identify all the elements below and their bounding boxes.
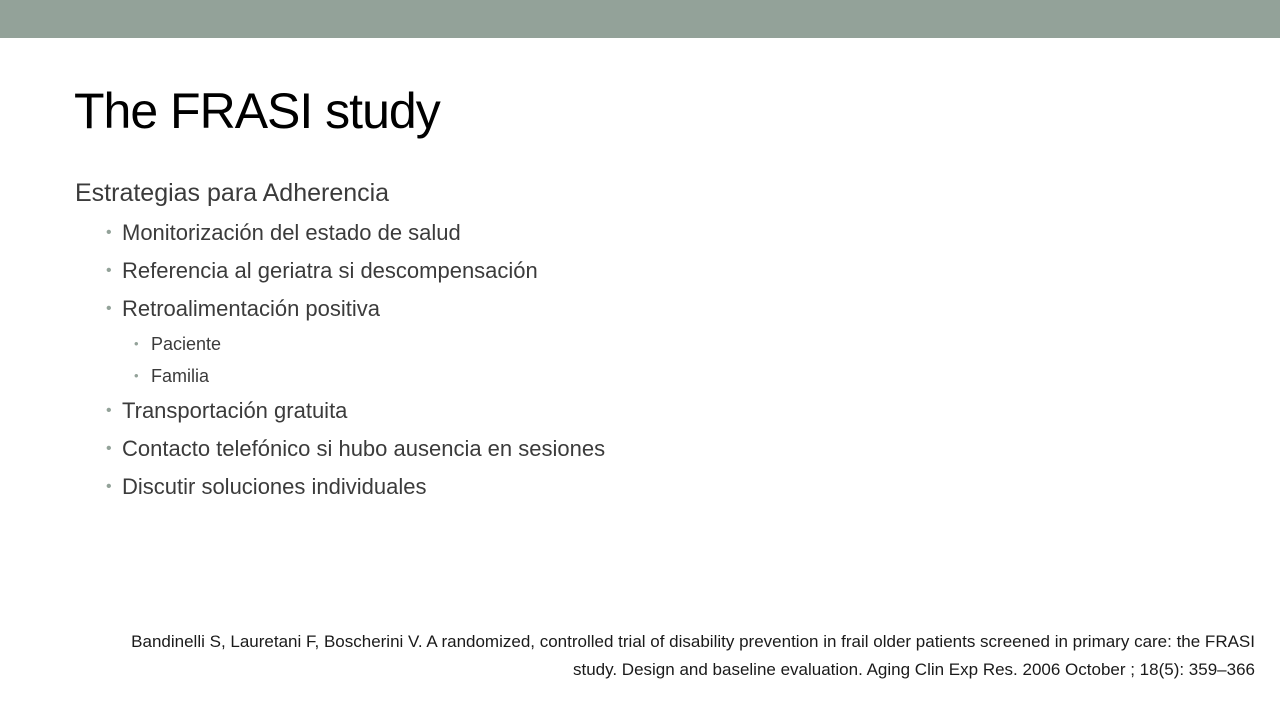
bullet-icon: • bbox=[106, 262, 112, 279]
bullet-icon: • bbox=[134, 368, 139, 383]
sub-list-item bbox=[75, 328, 1175, 360]
bullet-icon: • bbox=[106, 402, 112, 419]
list-item bbox=[75, 214, 1175, 252]
list-item bbox=[75, 252, 1175, 290]
bullet-icon: • bbox=[106, 300, 112, 317]
list-item-label: Contacto telefónico si hubo ausencia en sesiones bbox=[122, 436, 606, 461]
slide-body bbox=[75, 174, 1175, 506]
bullet-icon: • bbox=[106, 478, 112, 495]
citation-text: Bandinelli S, Lauretani F, Boscherini V. A randomized, controlled trial of disability prevention in frail older patients screened in primary care: the FRASI study. Design and baseline evaluation. Aging Clin Exp Res. 2006 October ; 18(5): 359–366 bbox=[131, 632, 1255, 679]
list-item-label: Transportación gratuita bbox=[122, 398, 348, 423]
list-item bbox=[75, 392, 1175, 430]
list-item bbox=[75, 468, 1175, 506]
list-item-label: Familia bbox=[151, 366, 210, 386]
bullet-list bbox=[75, 214, 1175, 506]
bullet-icon: • bbox=[106, 440, 112, 457]
list-item-label: Referencia al geriatra si descompensación bbox=[122, 258, 538, 283]
list-item-label: Monitorización del estado de salud bbox=[122, 220, 461, 245]
sub-list-item bbox=[75, 360, 1175, 392]
list-item-label: Discutir soluciones individuales bbox=[122, 474, 427, 499]
list-item bbox=[75, 290, 1175, 328]
section-heading: Estrategias para Adherencia bbox=[75, 179, 390, 207]
bullet-icon: • bbox=[134, 336, 139, 351]
header-band bbox=[0, 0, 1280, 38]
bullet-icon: • bbox=[106, 224, 112, 241]
list-item-label: Retroalimentación positiva bbox=[122, 296, 381, 321]
list-item bbox=[75, 430, 1175, 468]
slide-title: The FRASI study bbox=[74, 83, 440, 139]
list-item-label: Paciente bbox=[151, 334, 222, 354]
